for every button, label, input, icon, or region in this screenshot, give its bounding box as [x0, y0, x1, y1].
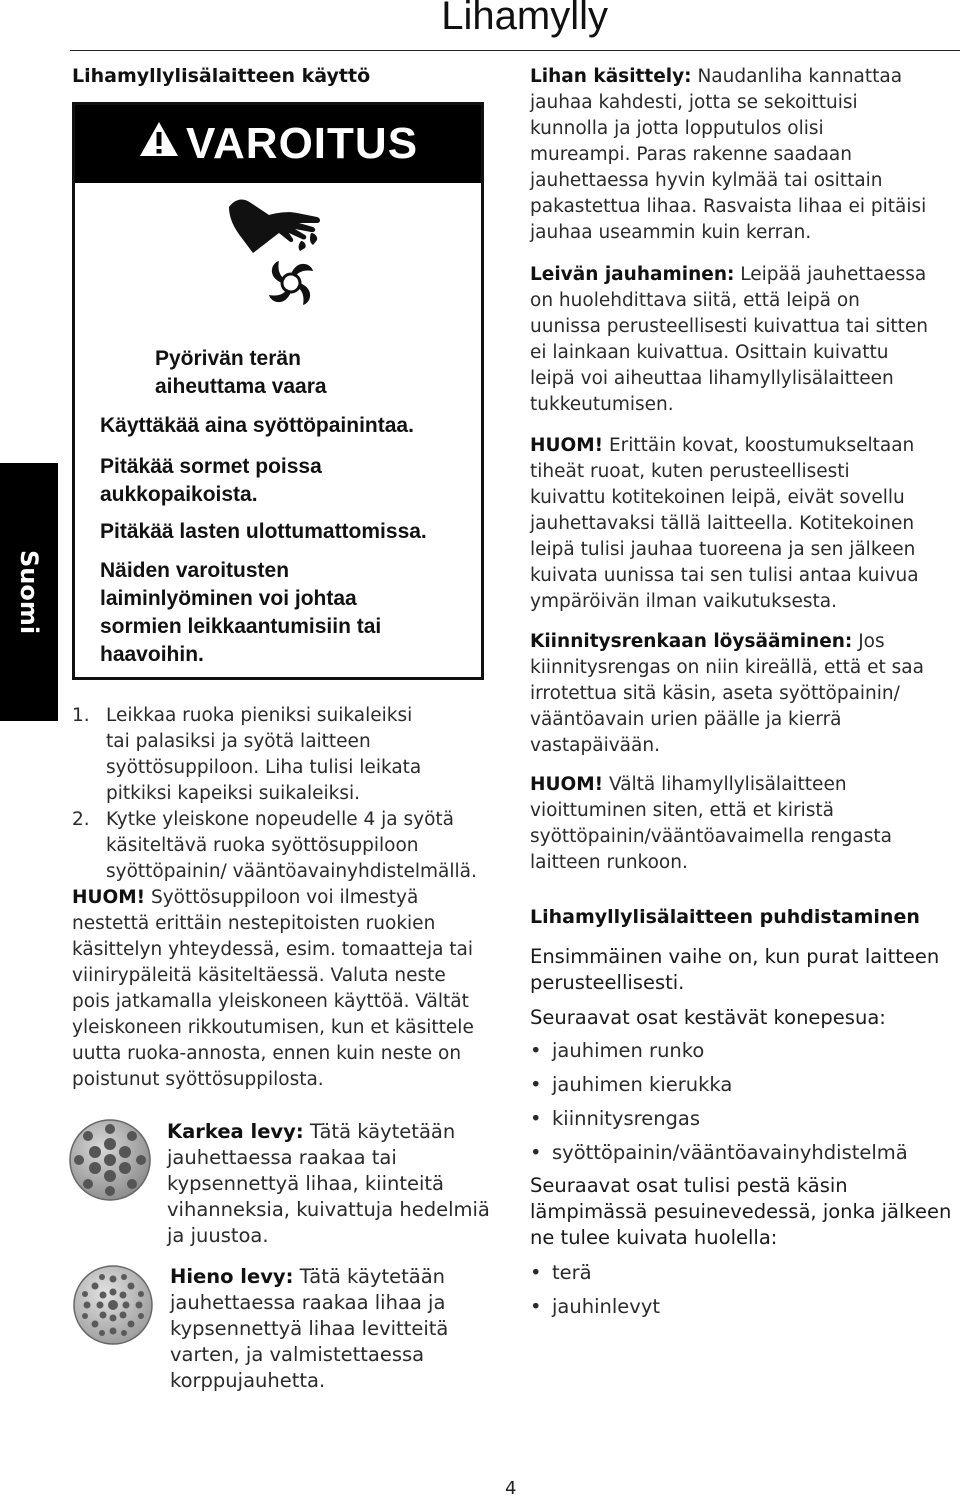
hand-icon [225, 193, 335, 323]
paragraph-text: Naudanliha kannattaa [691, 66, 903, 87]
warning-hazard-line: aiheuttama vaara [155, 375, 327, 398]
plate-text: Tätä käytetään [293, 1265, 446, 1288]
fine-plate-icon [72, 1264, 154, 1350]
step-number: 1. [72, 705, 90, 726]
step-line: syöttösuppiloon. Liha tulisi leikata [106, 757, 422, 778]
handwash-intro-line: ne tulee kuivata huolella: [530, 1226, 778, 1249]
note-line: viinirypäleitä käsiteltäessä. Valuta neste [72, 965, 446, 986]
plate-line: ja juustoa. [167, 1224, 269, 1247]
step-1 [72, 703, 492, 807]
note-label: HUOM! [530, 435, 604, 456]
step-2 [72, 807, 502, 885]
warning-line-1: Käyttäkää aina syöttöpainintaa. [100, 414, 414, 437]
list-item: • jauhinlevyt [530, 1294, 955, 1320]
note-text: Vältä lihamyllylisälaitteen [603, 774, 847, 795]
paragraph-line: ei lainkaan kuivattua. Osittain kuivattu [530, 342, 889, 363]
note-line: uutta ruoka-annosta, ennen kuin neste on [72, 1043, 462, 1064]
warning-hazard-line: Pyörivän terän [155, 347, 301, 370]
paragraph-text: Leipää jauhettaessa [734, 264, 927, 285]
paragraph-line: vastapäivään. [530, 735, 660, 756]
left-note [72, 885, 502, 1093]
bread-grinding-paragraph [530, 262, 955, 418]
paragraph-line: irrotettua sitä käsin, aseta syöttöpainin/ [530, 683, 900, 704]
warning-line-3: Pitäkää lasten ulottumattomissa. [100, 520, 427, 543]
rotating-blade-icon [269, 261, 313, 305]
plate-text: Tätä käytetään [303, 1120, 456, 1143]
list-item: • jauhimen kierukka [530, 1072, 955, 1098]
usage-section-title: Lihamyllylisälaitteen käyttö [72, 65, 371, 87]
note-line: jauhettavaksi tällä laitteella. Kotitekoinen [530, 513, 915, 534]
blade-hazard-art [225, 193, 335, 327]
meat-processing-paragraph [530, 64, 955, 246]
cleaning-section-title: Lihamyllylisälaitteen puhdistaminen [530, 906, 920, 928]
plate-line: kypsennettyä lihaa levitteitä [170, 1317, 449, 1340]
hard-foods-note [530, 433, 955, 615]
paragraph-label: Leivän jauhaminen: [530, 264, 735, 285]
fine-plate-text [170, 1264, 500, 1394]
handwash-intro [530, 1173, 955, 1251]
step-line: syöttöpainin/ vääntöavainyhdistelmällä. [106, 861, 477, 882]
note-line: leipä tulisi jauhaa tuoreena ja sen jälkeen [530, 539, 916, 560]
plate-line: kypsennettyä lihaa, kiinteitä [167, 1172, 444, 1195]
warning-box [72, 102, 484, 680]
note-line: poistunut syöttösuppilosta. [72, 1069, 324, 1090]
warning-line-2 [100, 453, 322, 509]
note-line: käsittelyn yhteydessä, esim. tomaatteja tai [72, 939, 474, 960]
paragraph-line: tukkeutumisen. [530, 394, 674, 415]
paragraph-label: Kiinnitysrenkaan löysääminen: [530, 631, 853, 652]
warning-line: laiminlyöminen voi johtaa [100, 587, 357, 610]
paragraph-line: jauhettaessa hyvin kylmää tai osittain [530, 170, 883, 191]
coarse-plate-text [167, 1119, 497, 1249]
list-item: • jauhimen runko [530, 1038, 955, 1064]
page-number: 4 [505, 1478, 517, 1499]
warning-line: sormien leikkaantumisiin tai [100, 615, 382, 638]
note-line: kuivata uunissa tai sen tulisi antaa kuivua [530, 565, 919, 586]
note-line: pois jatkamalla yleiskoneen käyttöä. Vältät [72, 991, 469, 1012]
plate-line: varten, ja valmistettaessa [170, 1343, 425, 1366]
warning-header [75, 105, 481, 183]
step-line: tai palasiksi ja syötä laitteen [106, 731, 371, 752]
page-header-title: Lihamylly [441, 0, 608, 38]
step-line: pitkiksi kapeiksi suikaleiksi. [106, 783, 360, 804]
warning-triangle-icon [138, 119, 180, 169]
handwash-list [530, 1260, 955, 1320]
plate-line: korppujauhetta. [170, 1369, 326, 1392]
paragraph-line: on huolehdittava siitä, että leipä on [530, 290, 860, 311]
paragraph-line: jauhaa kahdesti, jotta se sekoittuisi [530, 92, 858, 113]
paragraph-line: mureampi. Paras rakenne saadaan [530, 144, 852, 165]
cleaning-intro-line: Ensimmäinen vaihe on, kun purat laitteen [530, 945, 940, 968]
note-label: HUOM! [72, 887, 146, 908]
dishwasher-intro: Seuraavat osat kestävät konepesua: [530, 1006, 886, 1029]
warning-hazard-text [155, 345, 327, 401]
list-item: • syöttöpainin/vääntöavainyhdistelmä [530, 1140, 955, 1166]
note-line: ympäröivän ilman vaikutuksesta. [530, 591, 837, 612]
paragraph-line: uunissa perusteellisesti kuivattua tai sitten [530, 316, 929, 337]
paragraph-text: Jos [852, 631, 885, 652]
handwash-intro-line: Seuraavat osat tulisi pestä käsin [530, 1174, 848, 1197]
step-number: 2. [72, 809, 90, 830]
paragraph-line: vääntöavain urien päälle ja kierrä [530, 709, 842, 730]
paragraph-line: jauhaa useammin kuin kerran. [530, 222, 812, 243]
note-line: laitteen runkoon. [530, 852, 688, 873]
warning-line: aukkopaikoista. [100, 483, 258, 506]
list-item: • kiinnitysrengas [530, 1106, 955, 1132]
warning-line: Näiden varoitusten [100, 559, 290, 582]
cleaning-intro-line: perusteellisesti. [530, 971, 685, 994]
ring-loosening-paragraph [530, 629, 955, 759]
plate-label: Karkea levy: [167, 1120, 304, 1143]
note-label: HUOM! [530, 774, 604, 795]
plate-line: jauhettaessa raakaa lihaa ja [170, 1291, 446, 1314]
step-line: Leikkaa ruoka pieniksi suikaleiksi [106, 705, 413, 726]
list-item: • terä [530, 1260, 955, 1286]
paragraph-line: kiinnitysrengas on niin kireällä, että et saa [530, 657, 924, 678]
handwash-intro-line: lämpimässä pesuinevedessä, jonka jälkeen [530, 1200, 952, 1223]
note-line: nestettä erittäin nestepitoisten ruokien [72, 913, 436, 934]
ring-damage-note [530, 772, 955, 876]
header-rule [70, 50, 960, 51]
cleaning-intro [530, 944, 955, 996]
step-line: käsiteltävä ruoka syöttösuppiloon [106, 835, 419, 856]
note-line: syöttöpainin/vääntöavaimella rengasta [530, 826, 892, 847]
note-line: tiheät ruoat, kuten perusteellisesti [530, 461, 850, 482]
language-tab-label: Suomi [15, 549, 43, 635]
note-text: Erittäin kovat, koostumukseltaan [603, 435, 915, 456]
step-line: Kytke yleiskone nopeudelle 4 ja syötä [106, 809, 454, 830]
coarse-plate-icon [68, 1118, 152, 1206]
warning-line: Pitäkää sormet poissa [100, 455, 322, 478]
warning-line-4 [100, 557, 381, 669]
plate-line: jauhettaessa raakaa tai [167, 1146, 397, 1169]
language-tab [0, 463, 58, 721]
note-line: yleiskoneen rikkoutumisen, kun et käsittele [72, 1017, 474, 1038]
note-text: Syöttösuppiloon voi ilmestyä [145, 887, 419, 908]
dishwasher-list [530, 1038, 955, 1166]
note-line: vioittuminen siten, että et kiristä [530, 800, 835, 821]
paragraph-line: leipä voi aiheuttaa lihamyllylisälaitteen [530, 368, 894, 389]
plate-label: Hieno levy: [170, 1265, 294, 1288]
paragraph-line: kunnolla ja jotta lopputulos olisi [530, 118, 824, 139]
paragraph-label: Lihan käsittely: [530, 66, 692, 87]
warning-heading: VAROITUS [185, 119, 419, 168]
note-line: kuivattu kotitekoinen leipä, eivät sovellu [530, 487, 905, 508]
warning-line: haavoihin. [100, 643, 204, 666]
plate-line: vihanneksia, kuivattuja hedelmiä [167, 1198, 490, 1221]
paragraph-line: pakastettua lihaa. Rasvaista lihaa ei pitäisi [530, 196, 927, 217]
